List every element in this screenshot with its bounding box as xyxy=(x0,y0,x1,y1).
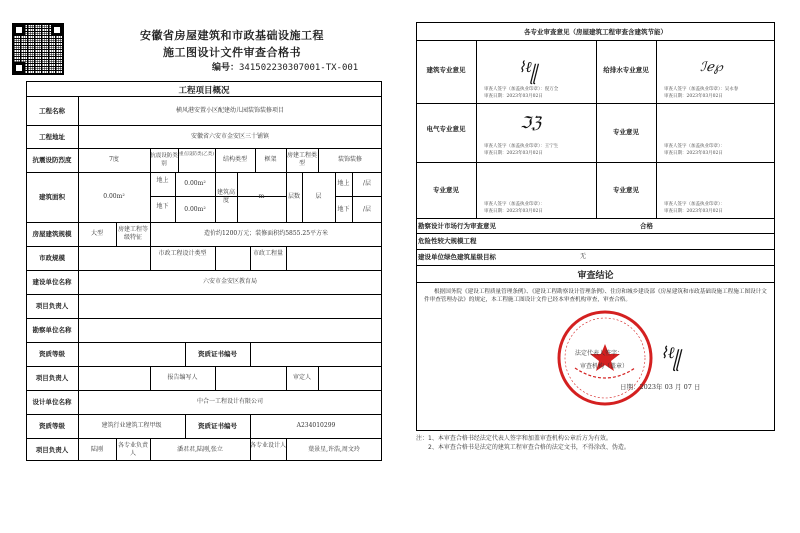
prof-opinion-label: 专业意见 xyxy=(613,186,639,194)
note-1: 注：1、本审查合格书经法定代表人签字和加盖审查机构公章后方为有效。 xyxy=(416,435,612,442)
bldg-type-label: 房建工程类型 xyxy=(286,152,317,167)
date-water: 审查日期：2023年03月02日 xyxy=(664,94,723,99)
grade-label: 房建工程等级特征 xyxy=(117,226,148,241)
green-value: 无 xyxy=(580,253,587,260)
survey-opinion-label: 勘察设计市场行为审查意见 xyxy=(418,222,496,230)
signer-elec: 审查人签字（加盖执业印章）：王宁生 xyxy=(484,144,559,149)
official-seal xyxy=(555,308,655,408)
discipline-lead-value: 潘君君,陆刚,张立 xyxy=(177,446,223,453)
floors-above-unit: /层 xyxy=(362,180,372,187)
design-unit-value: 中合一工程设计有限公司 xyxy=(196,398,263,405)
qr-finder xyxy=(13,24,25,36)
survey-unit-label: 勘察单位名称 xyxy=(32,326,72,334)
structure-label: 结构类型 xyxy=(222,156,247,163)
area-below-value: 0.00m² xyxy=(184,206,206,213)
signer-blank: 审查人签字（加盖执业印章）： xyxy=(664,202,725,207)
address-label: 工程地址 xyxy=(39,133,65,141)
muni-qty-label: 市政工程量 xyxy=(252,250,283,257)
design-unit-label: 设计单位名称 xyxy=(32,398,72,406)
date-arch: 审查日期：2023年03月02日 xyxy=(484,94,543,99)
arch-opinion-label: 建筑专业意见 xyxy=(426,66,466,74)
project-name-value: 横风港安置小区配建幼儿园装饰装修项目 xyxy=(175,107,284,114)
signer-arch: 审查人签字（加盖执业印章）：倪万全 xyxy=(484,87,559,92)
owner-value: 六安市金安区教育局 xyxy=(202,278,257,285)
signer-water: 审查人签字（加盖执业印章）：吴永春 xyxy=(664,87,739,92)
conclusion-title: 审查结论 xyxy=(577,271,614,281)
floor-below-label: 地下 xyxy=(337,206,350,213)
design-cert-label: 资质证书编号 xyxy=(198,422,237,430)
qr-finder xyxy=(51,24,63,36)
area-above-label: 地上 xyxy=(156,177,169,184)
muni-cat-label: 市政工程设计类型 xyxy=(158,250,207,257)
area-below-label: 地下 xyxy=(156,203,169,210)
designers-value: 葉景星,许浩,周文玲 xyxy=(308,446,360,453)
height-label: 建筑高度 xyxy=(216,189,235,204)
report-writer-label: 报告编写人 xyxy=(167,374,198,381)
signature-water: ℐℯ℘ xyxy=(700,60,723,75)
owner-label: 建设单位名称 xyxy=(32,278,72,286)
elec-opinion-label: 电气专业意见 xyxy=(426,125,466,133)
conclusion-text: 根据国务院《建设工程质量管理条例》、《建设工程勘察设计管理条例》、住房和城乡建设部《房屋建筑和市政基础设施工程施工图设计文件审查管理办法》的规定，本工程施工图设计文件已经本审查机构审查，审查合格。 xyxy=(424,289,767,303)
floors-below-unit: /层 xyxy=(362,206,372,213)
prof-opinion-label: 专业意见 xyxy=(613,128,639,136)
water-opinion-label: 给排水专业意见 xyxy=(603,66,649,74)
cert-no-label: 资质证书编号 xyxy=(198,350,237,358)
date-blank: 审查日期：2023年03月02日 xyxy=(484,209,543,214)
scale-value: 大型 xyxy=(90,230,103,237)
floors-unit: 层 xyxy=(315,193,322,200)
structure-value: 框架 xyxy=(264,156,277,163)
design-grade-value: 建筑行业建筑工程甲级 xyxy=(101,422,162,429)
signature-elec: ℑℨ xyxy=(520,113,542,132)
design-lead-value: 陆刚 xyxy=(90,446,103,453)
seismic-label: 抗震设防烈度 xyxy=(32,156,72,164)
section-title: 工程项目概况 xyxy=(178,86,230,96)
date-elec: 审查日期：2023年03月02日 xyxy=(484,151,543,156)
prof-opinion-label: 专业意见 xyxy=(433,186,459,194)
seismic-cat-label: 抗震设防类别 xyxy=(150,153,178,167)
signing-date: 日期：2023年 03 月 07 日 xyxy=(620,383,701,391)
qr-finder xyxy=(13,62,25,74)
area-label: 建筑面积 xyxy=(39,193,65,201)
address-value: 安徽省六安市金安区三十铺镇 xyxy=(190,133,269,140)
reviewer-label: 审定人 xyxy=(292,374,311,381)
height-value: m xyxy=(258,193,265,200)
survey-lead-label: 项目负责人 xyxy=(35,374,69,382)
seismic-cat-value: 重点设防类(乙类) xyxy=(178,152,214,157)
floor-above-label: 地上 xyxy=(337,180,350,187)
design-cert-value: A234010299 xyxy=(296,422,336,429)
note-2: 2、本审查合格书是法定的建筑工程审查合格的法定文书，不得涂改、伪造。 xyxy=(428,444,630,451)
survey-opinion-value: 合格 xyxy=(640,222,653,230)
area-value: 0.00m² xyxy=(103,193,125,200)
signer-blank: 审查人签字（加盖执业印章）： xyxy=(484,202,545,207)
date-blank: 审查日期：2023年03月02日 xyxy=(664,209,723,214)
date-blank: 审查日期：2023年03月02日 xyxy=(664,151,723,156)
serial-number: 编号：341502230307001-TX-001 xyxy=(212,63,359,73)
design-lead-label: 项目负责人 xyxy=(35,446,69,454)
signature-legal-rep: ⌇ℓ꧋ xyxy=(660,343,682,362)
designers-label: 各专业设计人 xyxy=(250,442,287,449)
project-name-label: 工程名称 xyxy=(39,107,65,115)
signature-arch: ⌇ℓ꧋ xyxy=(518,58,539,76)
org-stamp-label: 审查机构（盖章） xyxy=(580,363,629,370)
bldg-type-value: 装饰装修 xyxy=(337,156,362,163)
area-above-value: 0.00m² xyxy=(184,180,206,187)
grade-value: 造价约1200万元；装修面积约5855.25平方米 xyxy=(203,230,329,237)
danger-label: 危险性较大规模工程 xyxy=(418,237,477,245)
qr-code xyxy=(12,23,64,75)
owner-lead-label: 项目负责人 xyxy=(35,302,69,310)
doc-title-line2: 施工图设计文件审查合格书 xyxy=(163,46,301,59)
doc-title-line1: 安徽省房屋建筑和市政基础设施工程 xyxy=(140,29,324,42)
signer-blank: 审查人签字（加盖执业印章）： xyxy=(664,144,725,149)
design-grade-label: 资质等级 xyxy=(39,422,65,430)
muni-scale-label: 市政规模 xyxy=(39,254,65,262)
green-label: 建设单位绿色建筑星级目标 xyxy=(418,253,496,261)
discipline-lead-label: 各专业负责人 xyxy=(117,442,148,457)
scale-label: 房屋建筑规模 xyxy=(32,230,72,238)
legal-rep-label: 法定代表人签字： xyxy=(575,350,624,357)
opinions-title: 各专业审查意见（房屋建筑工程审查含建筑节能） xyxy=(524,28,667,36)
floors-label: 层数 xyxy=(287,193,300,200)
seismic-value: 7度 xyxy=(109,156,119,163)
qual-grade-label: 资质等级 xyxy=(39,350,65,358)
